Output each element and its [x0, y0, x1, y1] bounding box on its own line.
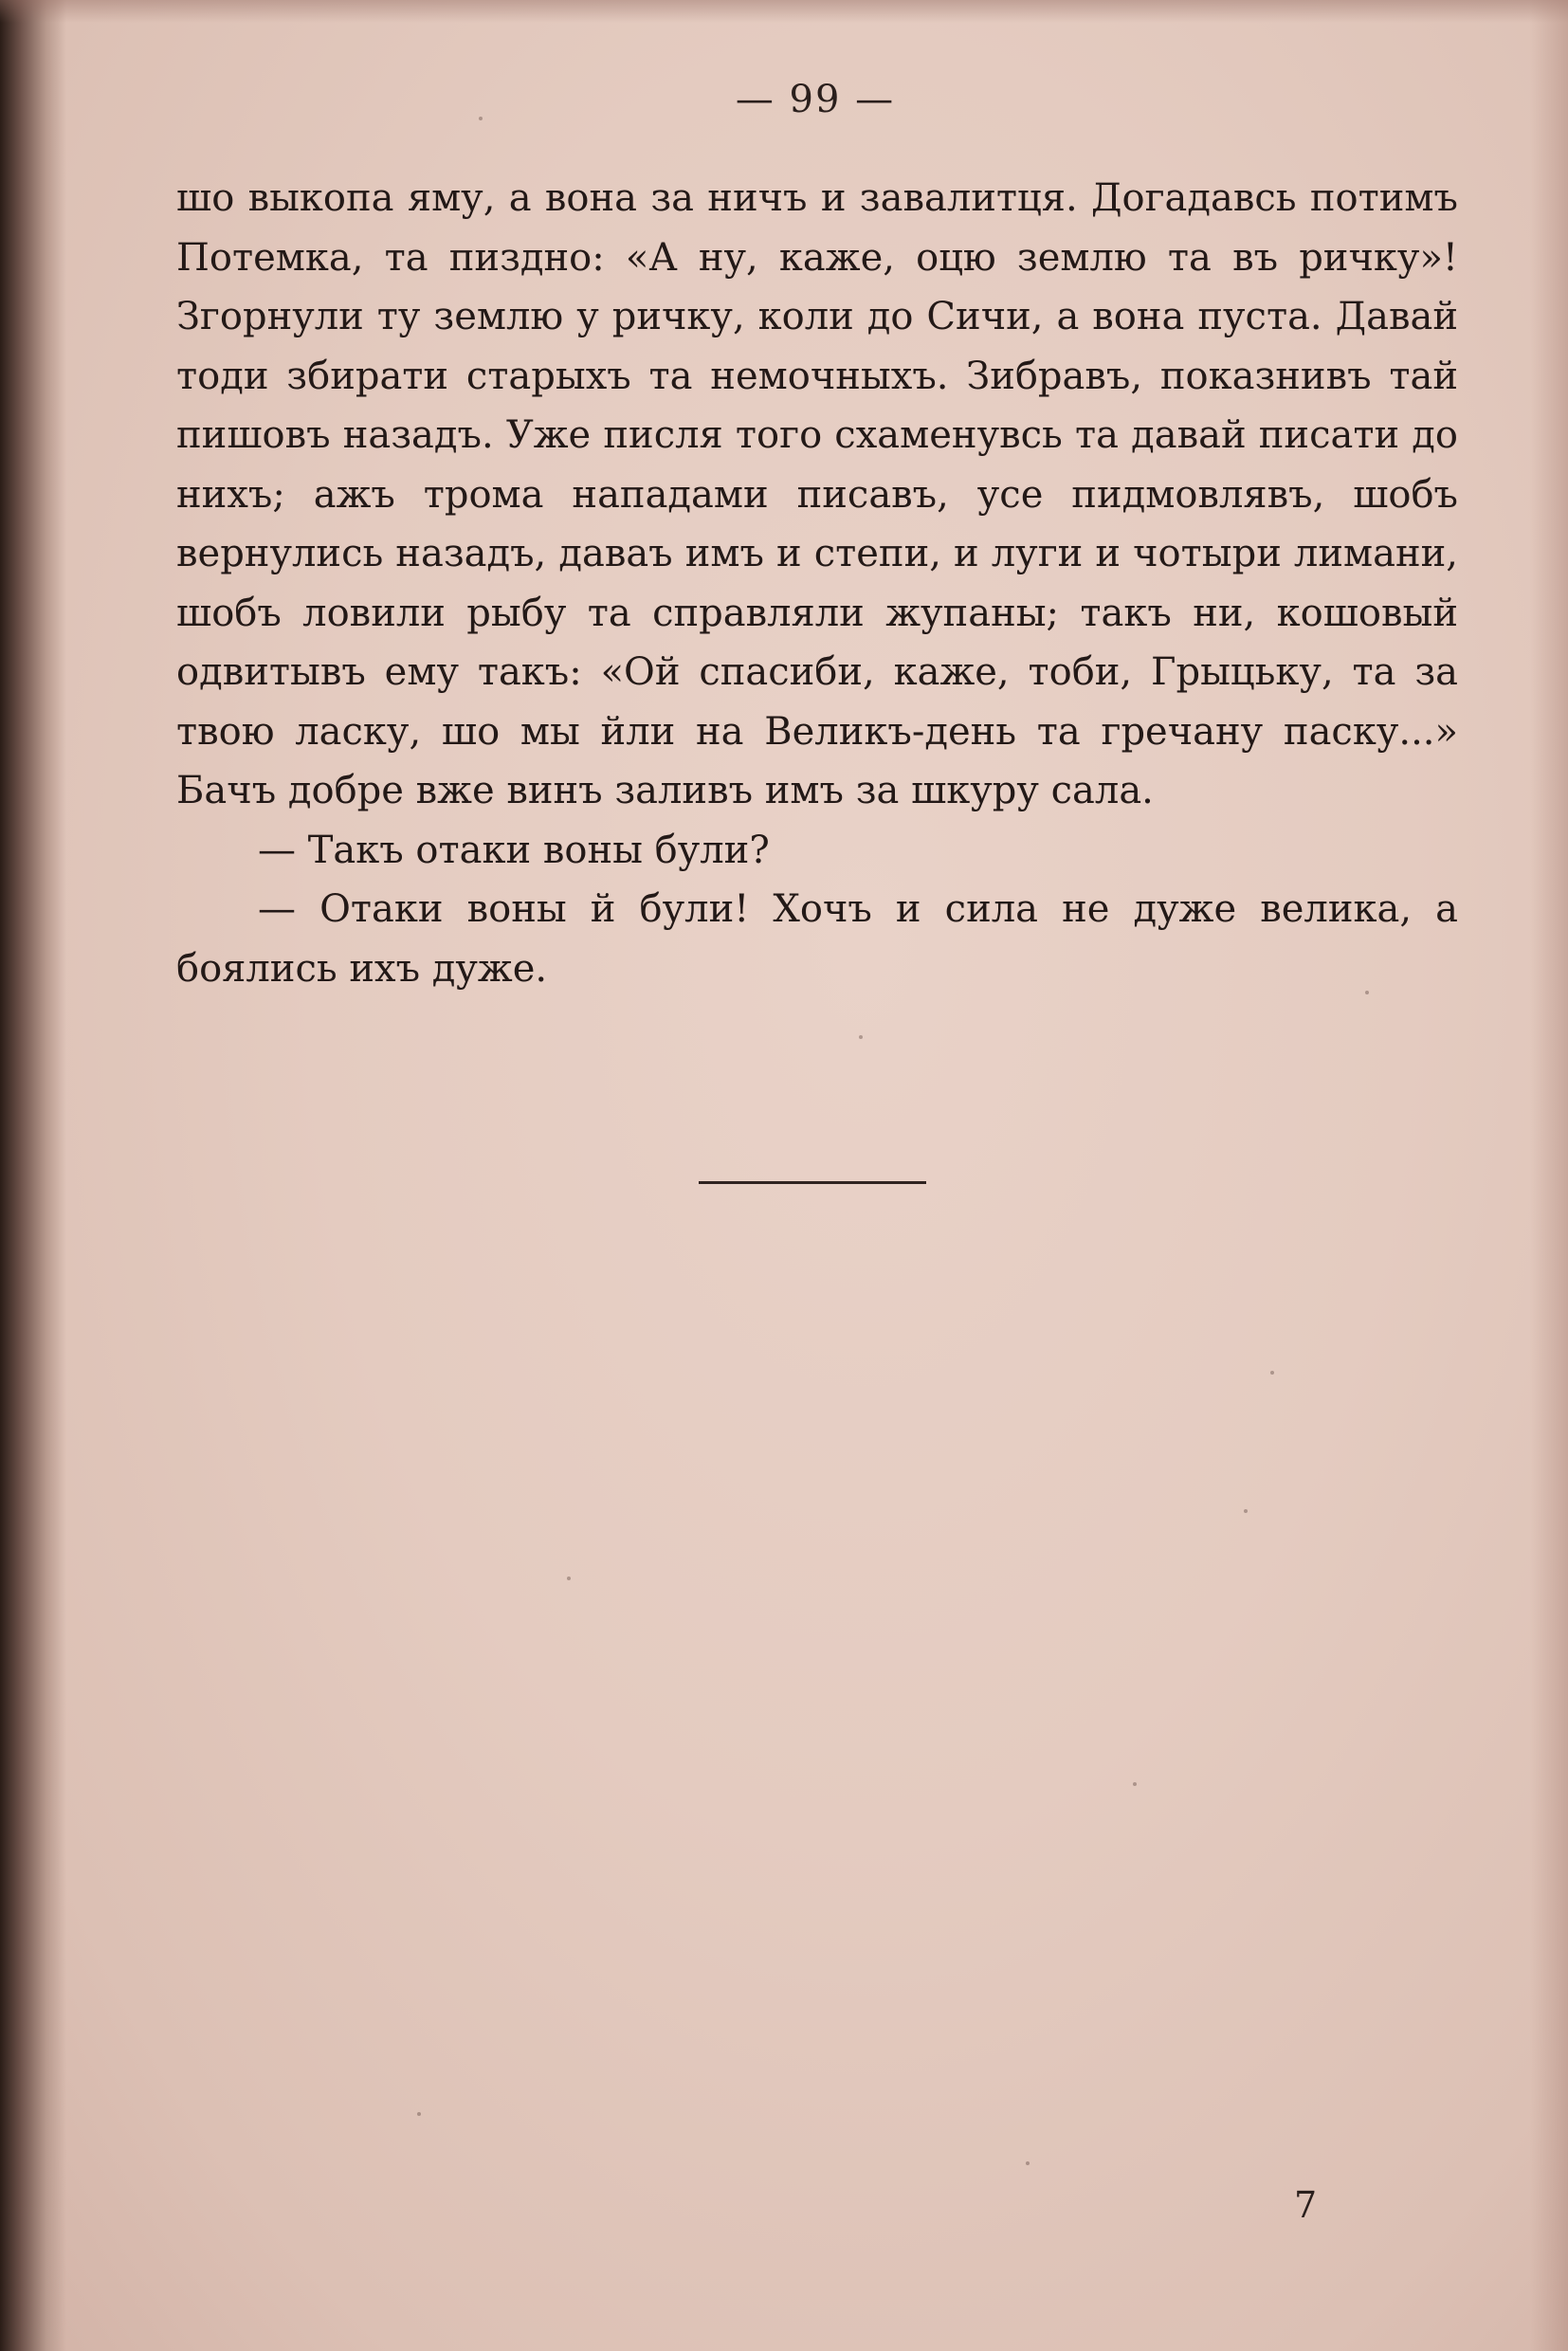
signature-mark: 7	[1294, 2184, 1318, 2226]
paper-speck	[859, 1035, 863, 1039]
paper-speck	[1244, 1509, 1248, 1513]
paper-speck	[1026, 2161, 1030, 2165]
paragraph-3: — Отаки воны й були! Хочъ и сила не дуже велика, а боялись ихъ дуже.	[176, 887, 1458, 991]
paper-speck	[479, 117, 483, 120]
paragraph-1: шо выкопа яму, а вона за ничъ и завалитця. Догадавсь потимъ Потемка, та пиздно: «А ну, каже, оцю землю та въ ричку»! Згорнули ту землю у ричку, коли до Сичи, а вона пуста. Давай тоди збирати старыхъ та немочныхъ. Зибравъ, показнивъ тай пишовъ назадъ. Уже писля того схаменувсь та давай писати до нихъ; ажъ трома нападами писавъ, усе пидмовлявъ, шобъ вернулись назадъ, даваъ имъ и степи, и луги и чотыри лимани, шобъ ловили рыбу та справляли жупаны; такъ ни, кошовый одвитывъ ему такъ: «Ой спасиби, каже, тоби, Грыцьку, та за твою ласку, шо мы йли на Великъ-день та гречану паску...» Бачъ добре вже винъ заливъ имъ за шкуру сала.	[176, 176, 1458, 812]
end-of-section-rule	[699, 1181, 926, 1184]
paper-speck	[1365, 991, 1369, 994]
paper-speck	[1133, 1782, 1137, 1786]
paper-speck	[1270, 1371, 1274, 1375]
paragraph-2: — Такъ отаки воны були?	[258, 828, 770, 872]
page-number: — 99 —	[735, 78, 896, 121]
paper-speck	[417, 2112, 421, 2116]
paper-speck	[567, 1576, 571, 1580]
body-text	[176, 169, 1458, 998]
